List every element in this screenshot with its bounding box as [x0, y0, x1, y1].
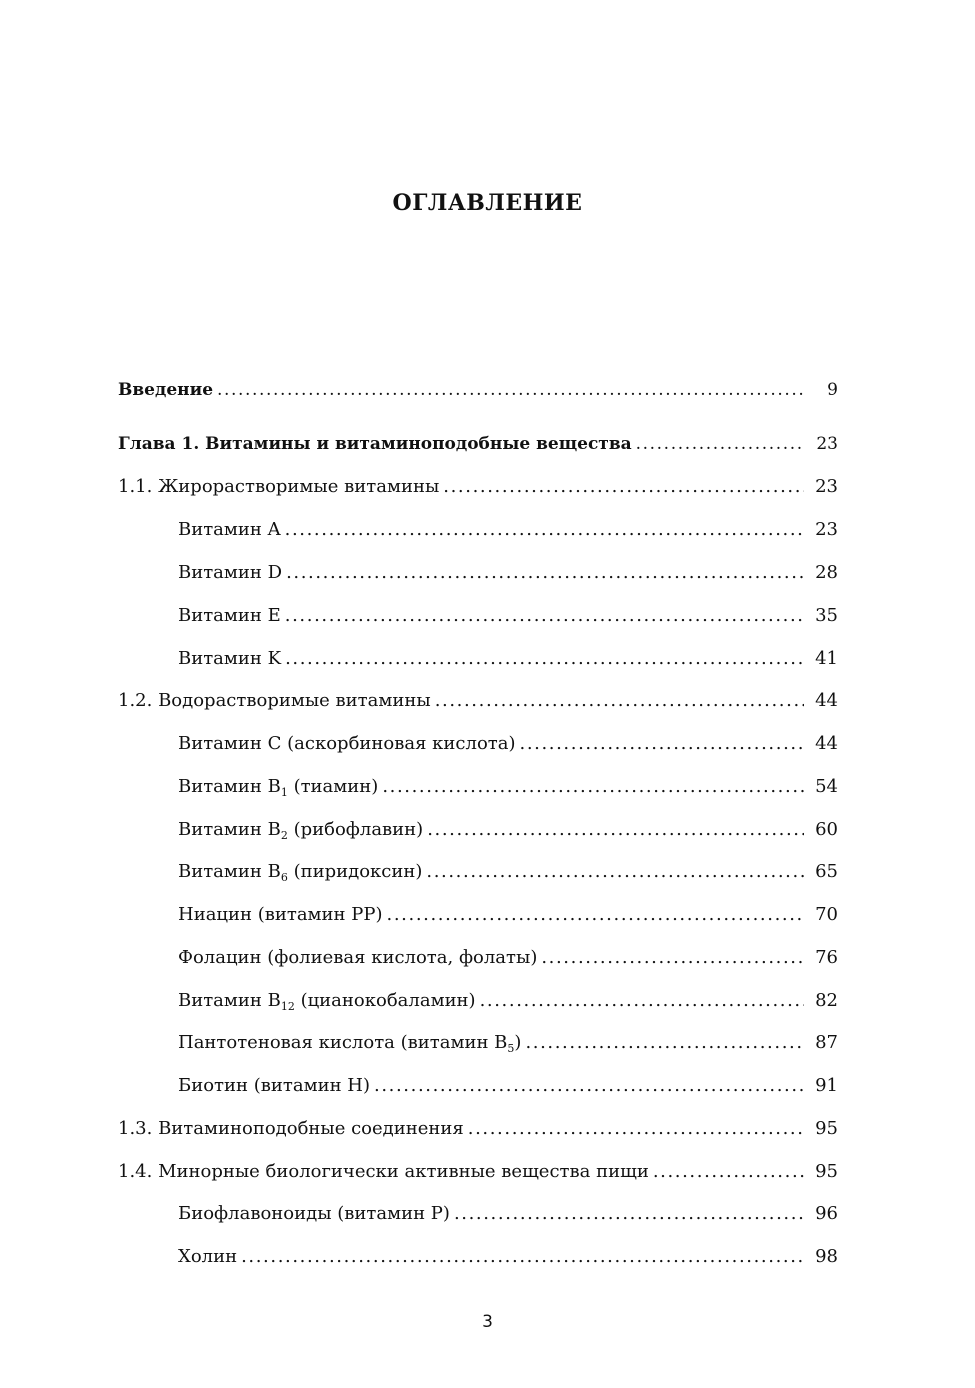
title-text: (тиамин) [287, 776, 379, 797]
toc-leader-dots [426, 859, 804, 885]
toc-leader-dots [286, 560, 804, 586]
subscript: 2 [280, 829, 288, 842]
toc-entry-bioflavonoids[interactable] [178, 1197, 838, 1227]
toc-entry-vitamin-c[interactable] [178, 727, 838, 757]
title-text: Витамин B [178, 819, 281, 840]
toc-entry-section-1-1[interactable] [118, 470, 838, 500]
toc-leader-dots [525, 1030, 804, 1056]
subscript: 5 [507, 1042, 515, 1055]
toc-leader-dots [382, 774, 804, 800]
toc-entry-section-1-2[interactable] [118, 684, 838, 714]
toc-entry-page: 76 [815, 947, 838, 968]
toc-entry-title [178, 1030, 525, 1056]
title-text: Витамин B [178, 861, 281, 882]
toc-entry-page: 9 [827, 380, 838, 400]
toc-entry-page: 41 [815, 648, 838, 669]
toc-leader-dots [636, 431, 804, 457]
toc-entry-title [178, 859, 426, 885]
page-number: 3 [482, 1312, 493, 1332]
toc-leader-dots [285, 517, 804, 543]
toc-entry-title: Витамин A [178, 519, 281, 540]
toc-entry-page: 23 [815, 519, 838, 540]
toc-entry-title: Биофлавоноиды (витамин P) [178, 1203, 450, 1224]
toc-entry-page: 91 [815, 1075, 838, 1096]
toc-entry-title: 1.4. Минорные биологически активные вещества пищи [118, 1161, 649, 1182]
toc-entry-title [178, 988, 480, 1014]
toc-entry-pantothenic-acid[interactable] [178, 1026, 838, 1056]
toc-entry-title: 1.1. Жирорастворимые витамины [118, 476, 440, 497]
toc-entry-title [178, 817, 427, 843]
toc-leader-dots [541, 945, 804, 971]
toc-leader-dots [443, 474, 804, 500]
toc-entry-title [178, 774, 382, 800]
toc-entry-vitamin-a[interactable] [178, 513, 838, 543]
toc-entry-page: 28 [815, 562, 838, 583]
toc-entry-title: Фолацин (фолиевая кислота, фолаты) [178, 947, 538, 968]
toc-entry-title: Биотин (витамин H) [178, 1075, 371, 1096]
toc-entry-chapter-1[interactable] [118, 427, 838, 457]
toc-entry-page: 98 [815, 1246, 838, 1267]
subscript: 6 [280, 871, 288, 884]
toc-leader-dots [435, 688, 804, 714]
toc-entry-vitamin-b6[interactable] [178, 855, 838, 885]
toc-entry-vitamin-b12[interactable] [178, 984, 838, 1014]
title-text: (цианокобаламин) [294, 990, 476, 1011]
toc-entry-title: 1.3. Витаминоподобные соединения [118, 1118, 464, 1139]
toc-entry-page: 35 [815, 605, 838, 626]
title-text: Витамин B [178, 776, 281, 797]
toc-entry-title: Холин [178, 1246, 238, 1267]
toc-entry-page: 60 [815, 819, 838, 840]
toc-entry-page: 23 [815, 476, 838, 497]
toc-entry-niacin[interactable] [178, 898, 838, 928]
toc-leader-dots [285, 646, 804, 672]
toc-entry-vitamin-b1[interactable] [178, 770, 838, 800]
title-text: ) [514, 1032, 522, 1053]
toc-entry-choline[interactable] [178, 1240, 838, 1270]
toc-entry-title: Витамин E [178, 605, 281, 626]
toc-entry-page: 23 [816, 434, 838, 454]
toc-leader-dots [387, 902, 804, 928]
toc-entry-page: 44 [815, 690, 838, 711]
toc-entry-title: Витамин K [178, 648, 282, 669]
toc-entry-title: Витамин D [178, 562, 283, 583]
toc-entry-biotin[interactable] [178, 1069, 838, 1099]
toc-entry-page: 96 [815, 1203, 838, 1224]
title-text: (рибофлавин) [287, 819, 424, 840]
toc-entry-folacin[interactable] [178, 941, 838, 971]
toc-entry-title: 1.2. Водорастворимые витамины [118, 690, 431, 711]
toc-entry-page: 87 [815, 1032, 838, 1053]
toc-entry-title: Введение [118, 380, 214, 400]
toc-leader-dots [480, 988, 804, 1014]
toc-leader-dots [285, 603, 804, 629]
toc-entry-vitamin-e[interactable] [178, 599, 838, 629]
toc-entry-page: 65 [815, 861, 838, 882]
toc-entry-section-1-4[interactable] [118, 1155, 838, 1185]
page-title: ОГЛАВЛЕНИЕ [392, 190, 583, 216]
toc-entry-page: 82 [815, 990, 838, 1011]
toc-entry-page: 54 [815, 776, 838, 797]
toc-entry-vitamin-d[interactable] [178, 556, 838, 586]
toc-entry-title: Ниацин (витамин PP) [178, 904, 383, 925]
toc-leader-dots [653, 1159, 804, 1185]
toc-entry-page: 44 [815, 733, 838, 754]
title-text: Пантотеновая кислота (витамин B [178, 1032, 508, 1053]
toc-entry-page: 70 [815, 904, 838, 925]
toc-entry-page: 95 [815, 1161, 838, 1182]
title-text: (пиридоксин) [287, 861, 423, 882]
subscript: 12 [280, 1000, 295, 1013]
toc-entry-introduction[interactable] [118, 373, 838, 403]
toc-entry-section-1-3[interactable] [118, 1112, 838, 1142]
toc-entry-title: Глава 1. Витамины и витаминоподобные вещества [118, 434, 632, 454]
toc-leader-dots [241, 1244, 804, 1270]
toc-entry-page: 95 [815, 1118, 838, 1139]
toc-leader-dots [217, 377, 804, 403]
toc-leader-dots [520, 731, 805, 757]
toc-leader-dots [374, 1073, 804, 1099]
toc-entry-vitamin-b2[interactable] [178, 813, 838, 843]
toc-leader-dots [454, 1201, 804, 1227]
subscript: 1 [280, 786, 288, 799]
toc-entry-vitamin-k[interactable] [178, 642, 838, 672]
toc-leader-dots [468, 1116, 804, 1142]
toc-entry-title: Витамин C (аскорбиновая кислота) [178, 733, 516, 754]
title-text: Витамин B [178, 990, 281, 1011]
toc-leader-dots [427, 817, 804, 843]
